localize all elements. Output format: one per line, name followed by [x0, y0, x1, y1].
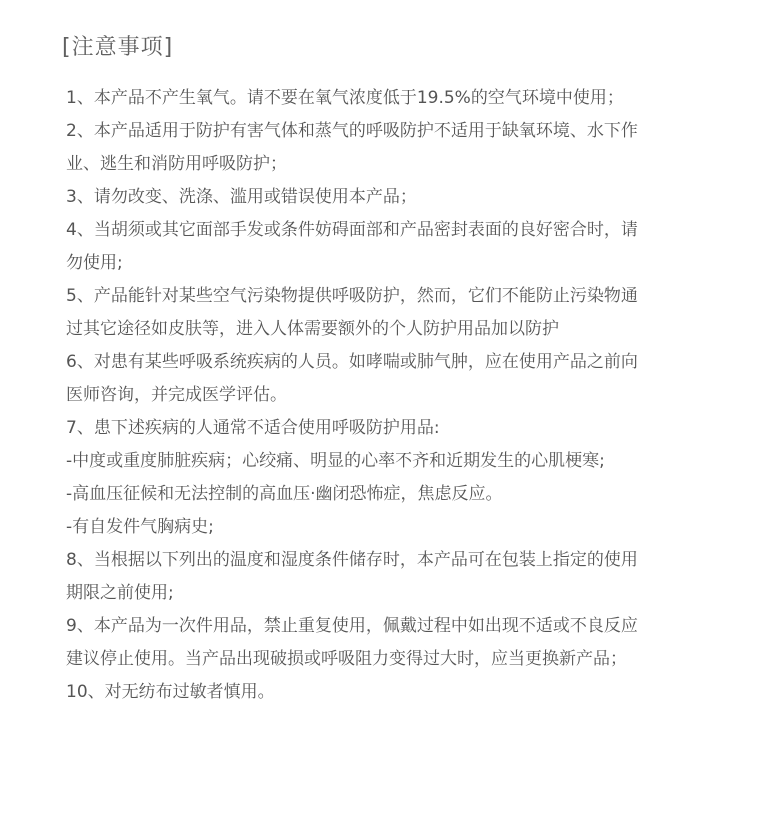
- precaution-line: 2、本产品适用于防护有害气体和蒸气的呼吸防护不适用于缺氧环境、水下作: [66, 121, 638, 141]
- precaution-line: -高血压征候和无法控制的高血压·幽闭恐怖症，焦虑反应。: [66, 484, 503, 504]
- precaution-line: 9、本产品为一次件用品，禁止重复使用，佩戴过程中如出现不适或不良反应: [66, 616, 638, 636]
- precaution-line: 7、患下述疾病的人通常不适合使用呼吸防护用品:: [66, 418, 440, 438]
- precaution-line: 6、对患有某些呼吸系统疾病的人员。如哮喘或肺气肿，应在使用产品之前向: [66, 352, 638, 372]
- precaution-line: 建议停止使用。当产品出现破损或呼吸阻力变得过大时，应当更换新产品；: [66, 649, 627, 669]
- precaution-line: 医师咨询，并完成医学评估。: [66, 385, 287, 405]
- precaution-line: -有自发件气胸病史;: [66, 517, 214, 537]
- precaution-line: 4、当胡须或其它面部手发或条件妨碍面部和产品密封表面的良好密合时，请: [66, 220, 638, 240]
- precaution-line: 勿使用;: [66, 253, 123, 273]
- precaution-line: 1、本产品不产生氧气。请不要在氧气浓度低于19.5%的空气环境中使用；: [66, 88, 624, 108]
- precaution-line: 10、对无纺布过敏者慎用。: [66, 682, 275, 702]
- precaution-line: -中度或重度肺脏疾病；心绞痛、明显的心率不齐和近期发生的心肌梗寒;: [66, 451, 605, 471]
- section-heading: [注意事项]: [62, 35, 174, 60]
- precaution-line: 5、产品能针对某些空气污染物提供呼吸防护，然而，它们不能防止污染物通: [66, 286, 638, 306]
- precaution-line: 过其它途径如皮肤等，进入人体需要额外的个人防护用品加以防护: [66, 319, 559, 339]
- precaution-line: 业、逃生和消防用呼吸防护；: [66, 154, 287, 174]
- precaution-line: 3、请勿改变、洗涤、滥用或错误使用本产品；: [66, 187, 417, 207]
- precautions-list: [66, 82, 698, 709]
- precaution-line: 期限之前使用;: [66, 583, 174, 603]
- precaution-line: 8、当根据以下列出的温度和湿度条件储存时，本产品可在包装上指定的使用: [66, 550, 638, 570]
